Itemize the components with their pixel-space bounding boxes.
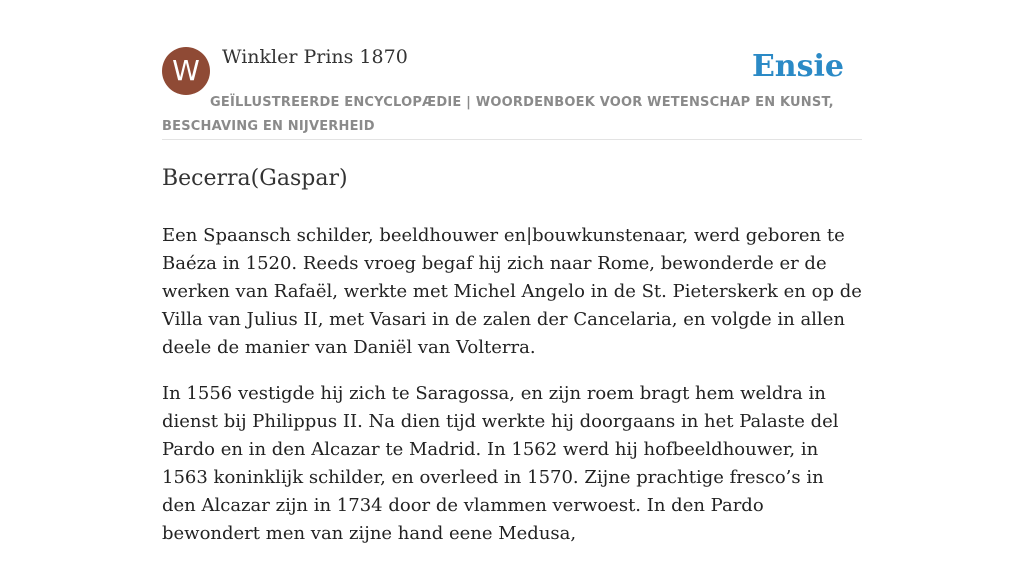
article-paragraph: In 1556 vestigde hij zich te Saragossa, en zijn roem bragt hem weldra in dienst bij Philippus II. Na dien tijd werkte hij doorgaans in het Palaste del Pardo en in den Alcazar te Madrid. In 1562 werd hij hofbeeldhouwer, in 1563 koninklijk schilder, en overleed in 1570. Zijne prachtige fresco’s in den Alcazar zijn in 1734 door de vlammen verwoest. In den Pardo bewondert men van zijne hand eene Medusa, [162, 383, 839, 544]
header [162, 45, 862, 140]
article-paragraph: Een Spaansch schilder, beeldhouwer en|bouwkunstenaar, werd geboren te Baéza in 1520. Reeds vroeg begaf hij zich naar Rome, bewonderde er de werken van Rafaël, werkte met Michel Angelo in de St. Pieterskerk en op de Villa van Julius II, met Vasari in de zalen der Cancelaria, en volgde in allen deele de manier van Daniël van Volterra. [162, 225, 862, 358]
article [162, 164, 862, 566]
source-title[interactable]: Winkler Prins 1870 [222, 46, 408, 68]
ensie-logo-link[interactable]: Ensie [751, 49, 844, 84]
source-avatar[interactable]: W [162, 47, 210, 95]
article-title: Becerra(Gaspar) [162, 166, 348, 191]
source-subtitle: GEÏLLUSTREERDE ENCYCLOPÆDIE | WOORDENBOEK VOOR WETENSCHAP EN KUNST, BESCHAVING EN NIJVERHEID [162, 95, 834, 134]
